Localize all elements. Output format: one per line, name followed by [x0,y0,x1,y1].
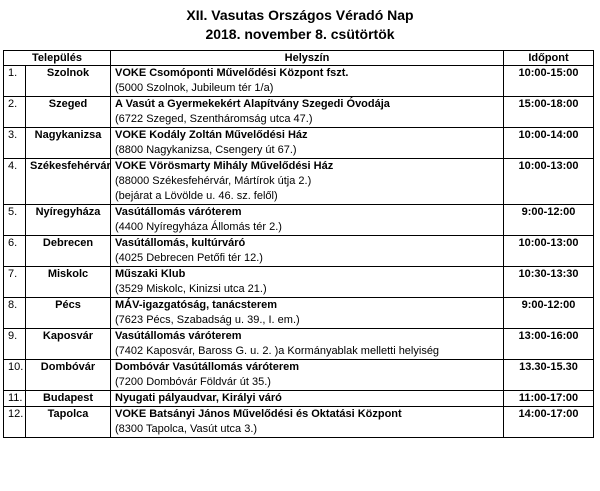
row-town: Dombóvár [26,360,111,391]
place-address: (88000 Székesfehérvár, Mártírok útja 2.) [115,175,312,187]
page-subtitle-date: 2018. november 8. csütörtök [205,26,395,42]
row-time: 10:00-13:00 [504,236,594,267]
place-address: (6722 Szeged, Szentháromság utca 47.) [115,113,313,125]
row-number: 6. [4,236,26,267]
row-town: Miskolc [26,267,111,298]
row-town: Szolnok [26,66,111,97]
row-town: Szeged [26,97,111,128]
row-number: 9. [4,329,26,360]
row-time: 11:00-17:00 [504,391,594,407]
row-time: 10:00-15:00 [504,66,594,97]
table-row [4,159,594,205]
row-town: Debrecen [26,236,111,267]
header-place: Helyszín [111,51,504,66]
header-time: Időpont [504,51,594,66]
row-number: 12. [4,407,26,438]
place-name: MÁV-igazgatóság, tanácsterem [115,299,277,311]
row-town: Nagykanizsa [26,128,111,159]
row-number: 1. [4,66,26,97]
row-number: 3. [4,128,26,159]
place-name: Nyugati pályaudvar, Királyi váró [115,392,282,404]
row-time: 10:30-13:30 [504,267,594,298]
place-name: Vasútállomás váróterem [115,330,242,342]
row-place [111,298,504,329]
row-place [111,159,504,205]
table-row [4,66,594,97]
table-row [4,298,594,329]
place-name: VOKE Kodály Zoltán Művelődési Ház [115,129,308,141]
header-town: Település [4,51,111,66]
place-address: (bejárat a Lövölde u. 46. sz. felől) [115,190,278,202]
row-place [111,205,504,236]
row-place [111,128,504,159]
table-row [4,236,594,267]
row-number: 7. [4,267,26,298]
place-address: (8800 Nagykanizsa, Csengery út 67.) [115,144,297,156]
page-title: XII. Vasutas Országos Véradó Nap [186,7,414,23]
row-place [111,66,504,97]
row-place [111,407,504,438]
row-town: Pécs [26,298,111,329]
table-row [4,128,594,159]
row-place [111,97,504,128]
table-row [4,205,594,236]
row-time: 9:00-12:00 [504,298,594,329]
place-address: (7200 Dombóvár Földvár út 35.) [115,376,271,388]
row-number: 10. [4,360,26,391]
place-name: VOKE Csomóponti Művelődési Központ fszt. [115,67,349,79]
place-name: VOKE Batsányi János Művelődési és Oktatási Központ [115,408,402,420]
place-name: Vasútállomás váróterem [115,206,242,218]
place-name: Vasútállomás, kultúrváró [115,237,246,249]
row-number: 5. [4,205,26,236]
row-town: Tapolca [26,407,111,438]
place-address: (4025 Debrecen Petőfi tér 12.) [115,252,263,264]
table-row [4,407,594,438]
row-town: Budapest [26,391,111,407]
place-name: Dombóvár Vasútállomás váróterem [115,361,300,373]
row-place [111,391,504,407]
row-number: 4. [4,159,26,205]
row-number: 2. [4,97,26,128]
schedule-table [3,50,594,438]
place-name: A Vasút a Gyermekekért Alapítvány Szegedi Óvodája [115,98,390,110]
row-number: 8. [4,298,26,329]
place-name: VOKE Vörösmarty Mihály Művelődési Ház [115,160,334,172]
place-address: (7623 Pécs, Szabadság u. 39., I. em.) [115,314,300,326]
row-time: 13.30-15.30 [504,360,594,391]
table-row [4,267,594,298]
row-place [111,236,504,267]
table-row [4,97,594,128]
row-number: 11. [4,391,26,407]
row-place [111,267,504,298]
row-time: 13:00-16:00 [504,329,594,360]
row-town: Székesfehérvár [26,159,111,205]
place-address: (5000 Szolnok, Jubileum tér 1/a) [115,82,274,94]
row-place [111,360,504,391]
row-place [111,329,504,360]
table-row [4,360,594,391]
table-row [4,329,594,360]
row-time: 10:00-14:00 [504,128,594,159]
row-time: 10:00-13:00 [504,159,594,205]
place-address: (4400 Nyíregyháza Állomás tér 2.) [115,221,282,233]
row-town: Nyíregyháza [26,205,111,236]
table-row [4,391,594,407]
row-time: 9:00-12:00 [504,205,594,236]
row-time: 15:00-18:00 [504,97,594,128]
row-town: Kaposvár [26,329,111,360]
table-header-row [4,51,594,66]
place-address: (8300 Tapolca, Vasút utca 3.) [115,423,258,435]
place-name: Műszaki Klub [115,268,186,280]
row-time: 14:00-17:00 [504,407,594,438]
place-address: (3529 Miskolc, Kinizsi utca 21.) [115,283,267,295]
place-address: (7402 Kaposvár, Baross G. u. 2. )a Kormányablak melletti helyiség [115,345,440,357]
